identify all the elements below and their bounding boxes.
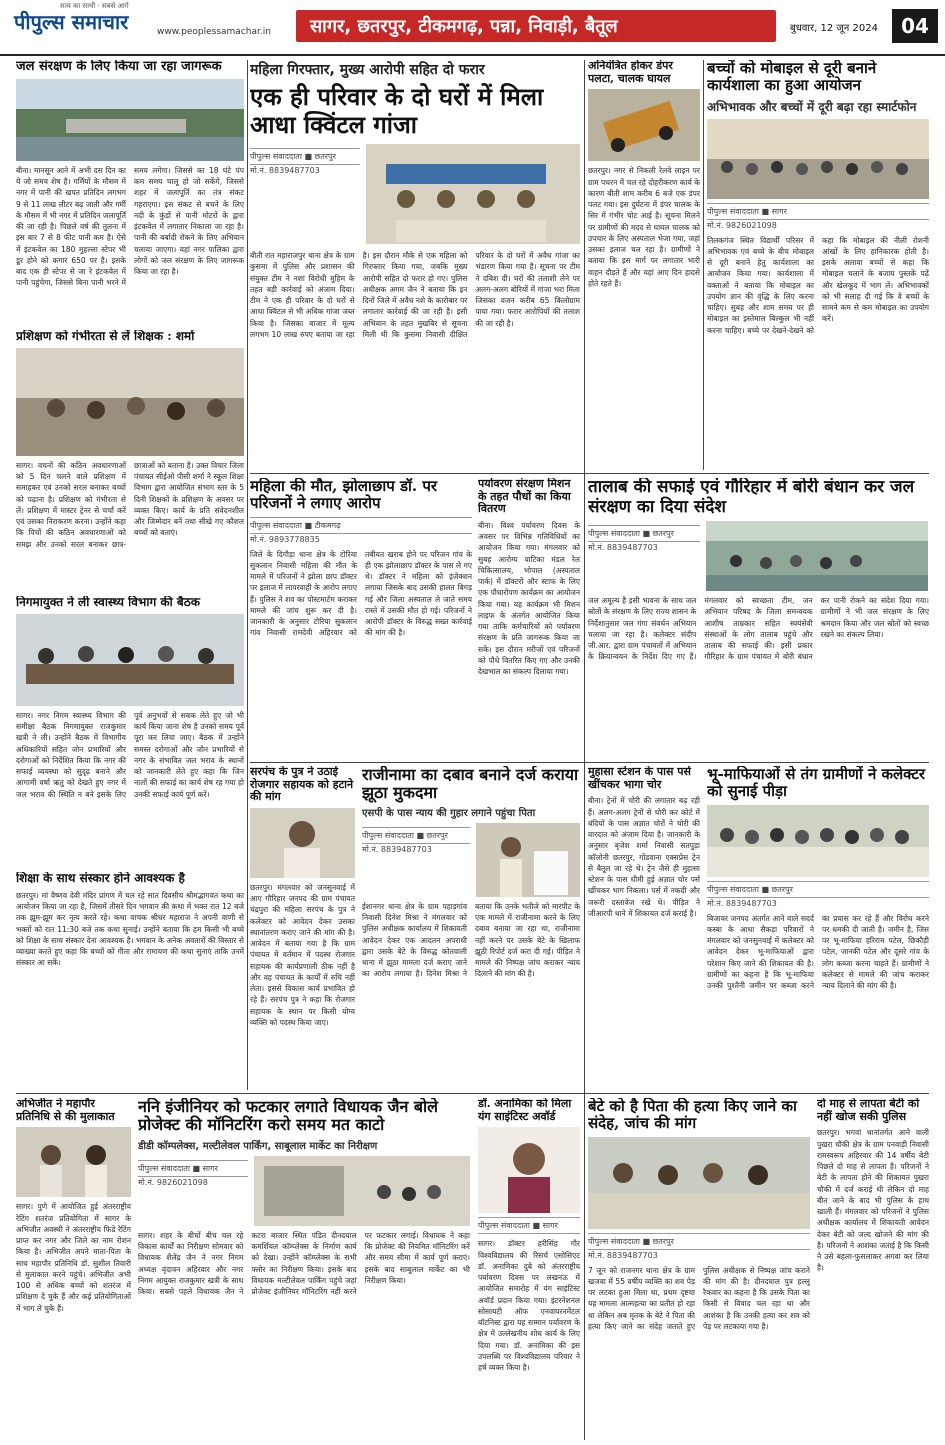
byline: पीपुल्स संवाददाता ■ छतरपुर — [588, 525, 700, 542]
story-body: सागर। पुणे में आयोजित हुई अंतरराष्ट्रीय रेटिंग शतरंज प्रतियोगिता में सागर के अभिजीत अवस्थी ने अंतरराष्ट्रीय फिडे रेटिंग प्राप्त कर नगर और जिले का नाम रोशन किया है। अभिजीत अपने माता-पिता के साथ महापौर प्रतिनिधि डॉ. सुशील तिवारी से मुलाकात करने पहुंचे। अभिजीत अभी 100 से अधिक बच्चों को शतरंज में प्रशिक्षण दे चुके हैं और कई प्रतियोगिताओं में भाग ले चुके हैं। — [16, 1202, 131, 1313]
byline-phone: मो.नं. 8839487703 — [707, 898, 777, 908]
story-body: बीना। ट्रेनों में चोरी की लगातार बढ़ रही हैं। अलग-अलग ट्रेनों से चोरी कर कोर्ट में बंदियों के पास अज्ञात चोरों ने चोरी की वारदात को अंजाम दिया है। जानकारी के अनुसार बृजेश शर्मा निवासी सतपुड़ा कॉलोनी छतरपुर, गोंडवाना एक्सप्रेस ट्रेन से बैतूल जा रहे थे। ट्रेन जैसे ही मुहासा स्टेशन के पास धीमी हुई अज्ञात चोर पर्स खींचकर भाग निकला। पर्स में नकदी और जरूरी दस्तावेज रखे थे। पीड़ित ने जीआरपी थाने में शिकायत दर्ज कराई है। — [588, 796, 700, 918]
story-body: बिजावर जनपद अंतर्गत आने वाले सदर्द कस्बा के आधा सैकड़ा परिवारों ने मंगलवार को जनसुनवाई में कलेक्टर को आवेदन देकर भू-माफियाओं द्वारा परेशान किए जाने की शिकायत की है। ग्रामीणों का कहना है कि भू-माफिया उनकी पुश्तैनी जमीन पर कब्जा करने का प्रयास कर रहे हैं और विरोध करने पर धमकी दी जाती है। जमीन है, जिस पर भू-माफिया हरिराम पटेल, छिकौड़ी पटेल, जानकी पटेल और दूसरे गांव के लोग कब्जा करना चाहते हैं। ग्रामीणों ने कलेक्टर से मामले की जांच कराकर न्याय दिलाने की मांग की है। — [707, 913, 929, 990]
story-ganja-seizure — [250, 60, 580, 470]
story-body: सागर। शहर के बीचों बीच चल रहे विकास कार्यों का निरीक्षण सोमवार को विधायक शैलेंद्र जैन ने नगर निगम अध्यक्ष वृंदावन अहिरवार और नगर निगम आयुक्त राजकुमार खत्री के साथ किया। सबसे पहले विधायक जैन ने कटरा बाजार स्थित पंडित दीनदयाल कमर्शियल कॉम्प्लेक्स के निर्माण कार्य को देखा। उन्होंने कॉम्प्लेक्स के सभी फ्लोर का निरीक्षण किया। इसके बाद विधायक मल्टीलेवल पार्किंग पहुंचे जहां प्रोजेक्ट इंजीनियर मॉनिटरिंग नहीं करने पर फटकार लगाई। विधायक ने कहा कि प्रोजेक्ट की नियमित मॉनिटरिंग करें और समय सीमा में कार्य पूर्ण कराएं। इसके बाद साबूलाल मार्केट का भी निरीक्षण किया। — [138, 1230, 470, 1297]
row-rule — [250, 473, 929, 474]
photo-complainant-father — [476, 823, 580, 897]
story-body: जल अमूल्य है इसी भावना के साथ जल स्रोतों के संरक्षण के लिए राज्य शासन के निर्देशानुसार जल गंगा संवर्धन अभियान चलाया जा रहा है। कलेक्टर संदीप जी.आर. द्वारा ग्राम पंचायतों में अभियान के क्रियान्वयन के निर्देश दिए गए हैं। मंगलवार को स्वच्छता टीम, जन अभियान परिषद के जिला समन्वयक आशीष ताम्रकार सहित स्वयंसेवी संस्थाओं के लोग तालाब पहुंचे और तालाब की सफाई की। इसी प्रकार गौरिहार के ग्राम पंचायत में बोरी बंधान कर पानी रोकने का संदेश दिया गया। ग्रामीणों ने भी जल संरक्षण के लिए श्रमदान किया और जल स्रोतों को स्वच्छ रखने का संकल्प लिया। — [588, 596, 929, 662]
photo-sarpanch-son — [250, 808, 355, 878]
headline: महिला की मौत, झोलाछाप डॉ. पर परिजनों ने लगाए आरोप — [250, 478, 438, 513]
story-chess-mayor — [16, 1098, 131, 1438]
photo-pond-volunteers — [706, 521, 928, 591]
masthead — [0, 0, 945, 56]
column-rule — [247, 60, 248, 1090]
byline-phone: मो.नं. 8839487703 — [588, 543, 658, 553]
story-quack-doctor — [250, 478, 472, 760]
subheadline: एसपी के पास न्याय की गुहार लगाने पहुंचा पिता — [362, 807, 536, 819]
byline: पीपुल्स संवाददाता ■ सागर — [478, 1217, 580, 1234]
photo-overturned-dumper — [588, 89, 700, 161]
byline: पीपुल्स संवाददाता ■ सागर — [138, 1160, 248, 1177]
story-body: बीती रात महाराजपुर थाना क्षेत्र के ग्राम कुसमा में पुलिस और प्रशासन की संयुक्त टीम ने नशा विरोधी मुहिम के तहत बड़ी कार्रवाई को अंजाम दिया। टीम ने एक ही परिवार के दो घरों से आधा क्विंटल से भी अधिक गांजा जब्त किया है। जिसका बाजार में मूल्य लगभग 10 लाख रुपए बताया जा रहा है। इस दौरान मौके से एक महिला को गिरफ्तार किया गया, जबकि मुख्य आरोपी सहित दो फरार हो गए। पुलिस अधीक्षक अगम जैन ने बताया कि इन दिनों जिले में अवैध नशे के कारोबार पर लगातार कार्रवाई की जा रही है। इसी अभियान के तहत मुखबिर से सूचना मिली थी कि कुसमा निवासी दीक्षित परिवार के दो घरों में अवैध गांजा का भंडारण किया गया है। सूचना पर टीम ने दबिश दी। घरों की तलाशी लेने पर अलग-अलग बोरियों में गांजा भरा मिला जिसका वजन करीब 65 किलोग्राम पाया गया। फरार आरोपियों की तलाश की जा रही है। — [250, 251, 580, 339]
column-rule — [584, 60, 585, 1440]
story-teacher-training — [16, 330, 244, 590]
story-sarpanch-demand — [250, 766, 355, 1066]
headline: निगमायुक्त ने ली स्वास्थ्य विभाग की बैठक — [16, 596, 200, 609]
headline: सरपंच के पुत्र ने उठाई रोजगार सहायक को हटाने की मांग — [250, 766, 354, 804]
headline: डॉ. अनामिका को मिला यंग साइंटिस्ट अवॉर्ड — [478, 1098, 572, 1123]
byline: पीपुल्स संवाददाता ■ छतरपुर — [588, 1233, 810, 1250]
photo-dr-anamika — [478, 1127, 580, 1213]
byline-phone: मो.नं. 9826021098 — [707, 220, 777, 230]
kicker: महिला गिरफ्तार, मुख्य आरोपी सहित दो फरार — [250, 62, 485, 78]
story-education-culture — [16, 872, 244, 1090]
story-dumper-accident — [588, 60, 700, 470]
byline: पीपुल्स संवाददाता ■ छतरपुर — [707, 881, 929, 898]
byline-phone: मो.नं. 9893778835 — [250, 534, 320, 544]
photo-water-dam — [16, 79, 244, 161]
headline: भू-माफियाओं से तंग ग्रामीणों ने कलेक्टर को सुनाई पीड़ा — [707, 766, 926, 801]
story-young-scientist-award — [478, 1098, 580, 1438]
website-url[interactable]: www.peoplessamachar.in — [157, 27, 271, 37]
row-rule — [16, 1093, 929, 1094]
byline: पीपुल्स संवाददाता ■ छतरपुर — [250, 148, 360, 165]
story-body: ईशानगर थाना क्षेत्र के ग्राम पहाड़गांव निवासी दिनेश मिश्रा ने मंगलवार को पुलिस अधीक्षक कार्यालय में शिकायती आवेदन देकर एक आदतन अपराधी द्वारा उसके बेटे के विरुद्ध कोतवाली थाना में झूठा मामला दर्ज कराए जाने का आरोप लगाया है। दिनेश मिश्रा ने बताया कि उनके भतीजे को मारपीट के एक मामले में राजीनामा करने के लिए दबाव बनाया जा रहा था, राजीनामा नहीं करने पर उसके बेटे के खिलाफ झूठी रिपोर्ट दर्ज करा दी गई। पीड़ित ने मामले की निष्पक्ष जांच कराकर न्याय दिलाने की मांग की है। — [362, 901, 580, 979]
column-rule — [703, 60, 704, 470]
headline: बेटे को है पिता की हत्या किए जाने का संदेह, जांच की मांग — [588, 1098, 797, 1133]
headline: ननि इंजीनियर को फटकार लगाते विधायक जैन बोले प्रोजेक्ट की मॉनिटरिंग करो समय मत काटो — [138, 1098, 439, 1135]
photo-workshop-students — [707, 119, 929, 199]
byline: पीपुल्स संवाददाता ■ छतरपुर — [362, 827, 470, 844]
issue-date: बुधवार, 12 जून 2024 — [790, 23, 878, 34]
photo-villagers-collectorate — [707, 805, 929, 877]
byline-phone: मो.नं. 8839487703 — [588, 1250, 658, 1260]
photo-training-hall — [16, 348, 244, 456]
story-plant-distribution — [478, 478, 580, 760]
story-corporation-meeting — [16, 596, 244, 866]
headline: अभिजीत ने महापौर प्रतिनिधि से की मुलाकात — [16, 1098, 115, 1123]
byline: पीपुल्स संवाददाता ■ सागर — [707, 203, 929, 220]
story-pond-cleaning — [588, 478, 929, 760]
byline-phone: मो.नं. 8839487703 — [250, 166, 320, 176]
headline: दो माह से लापता बेटी को नहीं खोज सकी पुलिस — [817, 1098, 920, 1123]
story-body: छतरपुर। भगवां थानांतर्गत आने वाली पुखरा चौकी क्षेत्र के ग्राम पनवाड़ी निवासी रामस्वरूप अहिरवार की 14 वर्षीय बेटी पिछले दो माह से लापता है। परिजनों ने बेटी के लापता होने की शिकायत पुखरा चौकी में दर्ज कराई थी लेकिन दो माह बीत जाने के बाद भी पुलिस के हाथ खाली हैं। मंगलवार को परिजनों ने पुलिस अधीक्षक कार्यालय में शिकायती आवेदन देकर बेटी को जल्द खोजने की मांग की है। परिजनों ने आशंका जताई है कि किसी ने उसे बहला-फुसलाकर अगवा कर लिया है। — [817, 1128, 929, 1273]
story-station-theft — [588, 766, 700, 1066]
photo-meeting-room — [16, 614, 244, 706]
story-land-mafia — [707, 766, 929, 1066]
story-body: छतरपुर। मंगलवार को जनसुनवाई में आए गौरिहार जनपद की ग्राम पंचायत चंद्रपुरा की महिला सरपंच के पुत्र ने कलेक्टर को आवेदन देकर उसका स्थानांतरण कराए जाने की मांग की है। आवेदन में बताया गया है कि ग्राम पंचायत में वर्तमान में पदस्थ रोजगार सहायक की कार्यप्रणाली ठीक नहीं है और वह पंचायत के कार्यों में रुचि नहीं लेता। इससे विकास कार्य प्रभावित हो रहे हैं। सरपंच पुत्र ने कहा कि रोजगार सहायक के स्थान पर किसी योग्य व्यक्ति को पदस्थ किया जाए। — [250, 882, 355, 1027]
headline: मुहासा स्टेशन के पास पर्स खींचकर भागा चोर — [588, 766, 691, 791]
headline: अनियंत्रित होकर डंपर पलटा, चालक घायल — [588, 60, 673, 85]
region-banner: सागर, छतरपुर, टीकमगढ़, पन्ना, निवाड़ी, बैतूल — [296, 10, 776, 42]
story-father-murder-suspicion — [588, 1098, 810, 1438]
story-body: 7 जून को राजनगर थाना क्षेत्र के ग्राम खजवा में 55 वर्षीय व्यक्ति का शव पेड़ पर लटका हुआ मिला था, प्रथम दृष्टया यह मामला आत्महत्या का प्रतीत हो रहा था लेकिन अब मृतक के बेटे ने पिता की हत्या किए जाने का संदेह जताते हुए पुलिस अधीक्षक से निष्पक्ष जांच कराने की मांग की है। दीनदयाल पुत्र हल्लू रैकवार का कहना है कि उसके पिता का किसी से विवाद चल रहा था और आशंका है कि उनकी हत्या कर शव को पेड़ पर लटकाया गया है। — [588, 1265, 810, 1331]
subheadline: डीडी कॉम्पलेक्स, मल्टीलेवल पार्किंग, साबूलाल मार्केट का निरीक्षण — [138, 1140, 378, 1152]
headline: तालाब की सफाई एवं गौरिहार में बोरी बंधान कर जल संरक्षण का दिया संदेश — [588, 478, 915, 517]
byline-phone: मो.नं. 8839487703 — [362, 844, 432, 854]
subheadline: अभिभावक और बच्चों में दूरी बढ़ा रहा स्मार्टफोन — [707, 99, 917, 114]
headline: राजीनामा का दबाव बनाने दर्ज कराया झूठा मुकदमा — [362, 766, 579, 803]
story-false-case — [362, 766, 580, 1066]
photo-construction-site — [254, 1156, 470, 1226]
story-body: सागर। डॉक्टर हरीसिंह गौर विश्वविद्यालय की रिसर्च एसोसिएट डॉ. अनामिका दुबे को अंतरराष्ट्रीय पर्यावरण दिवस पर लखनऊ में आयोजित समारोह में यंग साइंटिस्ट अवॉर्ड प्रदान किया गया। इंटरनेशनल सोसायटी ऑफ एनवायरनमेंटल बॉटनिस्ट द्वारा यह सम्मान पर्यावरण के क्षेत्र में उल्लेखनीय शोध कार्य के लिए दिया गया। डॉ. अनामिका की इस उपलब्धि पर विश्वविद्यालय परिवार ने हर्ष व्यक्त किया है। — [478, 1239, 580, 1373]
photo-mayor-meeting — [16, 1127, 131, 1197]
story-body: सागर। वचनों की कठिन अवधारणाओं को 5 दिन चलने वाले प्रशिक्षण में समाहकर एवं उनको सरल बनाकर बच्चों को पढ़ाना है। प्रशिक्षण को गंभीरता से लें। प्रशिक्षण में मास्टर ट्रेनर से चर्चा करें एवं उसका निराकरण करना। उन्होंने कहा कि पिचों की कठिन अवधारणाओं को समझ और उनको सरल बनाकर छात्र-छात्राओं को बताना है। उक्त विचार जिला पंचायत सीईओ पीसी शर्मा ने स्कूल शिक्षा विभाग द्वारा आयोजित संभाग स्तर के 5 दिनी शिक्षकों के प्रशिक्षण के अवसर पर व्यक्त किए। कार्य के प्रति संवेदनशील और जिम्मेदार बनें तथा सीखे गए कौशल बच्चों को बताएं। — [16, 460, 244, 549]
byline: पीपुल्स संवाददाता ■ टीकमगढ़ — [250, 517, 472, 534]
story-body: बीना। विश्व पर्यावरण दिवस के अवसर पर विभिन्न गतिविधियों का आयोजन किया गया। मंगलवार को सुबह आरोग्य वाटिका मंडल रेल चिकित्सालय, भोपाल (अस्पताल पार्क) में डॉक्टरों और स्टाफ के लिए एक पौधारोपण कार्यक्रम का आयोजन किया गया। यह कार्यक्रम भी मिशन लाइफ के अंतर्गत आयोजित किया गया ताकि कर्मचारियों को पर्यावरण संरक्षण के प्रति जागरूक किया जा सके। इस दौरान मरीजों एवं परिजनों को पौधे वितरित किए गए और उनकी देखभाल का संकल्प दिलाया गया। — [478, 520, 580, 677]
headline: प्रशिक्षण को गंभीरता से लें शिक्षक : शर्मा — [16, 330, 195, 343]
page-number: 04 — [892, 9, 938, 43]
story-body: सागर। नगर निगम स्वास्थ्य विभाग की समीक्षा बैठक निगमायुक्त राजकुमार खत्री ने ली। उन्होंने बैठक में विभागीय अधिकारियों सहित जोन प्रभारियों और दरोगाओं को निर्देशित किया कि नगर की सफाई व्यवस्था को सुदृढ़ बनाने और आगामी वर्षा ऋतु को देखते हुए नगर में जल भराव की स्थिति न बने इसके लिए पूर्व अनुभवों से सबक लेते हुए जो भी कार्य किया जाना शेष है उनको समय पूर्व पूरा कर लिया जाए। बैठक में उन्होंने समस्त दरोगाओं और जोन प्रभारियों से नगर के संभावित जल भराव के स्थानों को जानकारी लेते हुए कहा कि जिन नालों की सफाई का कार्य शेष रह गया हो उनकी सफाई कार्य पूर्ण करें। — [16, 710, 244, 799]
story-body: छतरपुर। मां वैष्णव देवी मंदिर प्रांगण में चल रहे सात दिवसीय श्रीमद्भागवत कथा का आयोजन किया जा रहा है, जिसमें तीसरे दिन भगवान की कथा में भक्त रात 12 बजे तक झूम-झूम कर नृत्य करते रहे। कथा वाचक श्रीधर महाराज ने अपनी वाणी से भक्तों को रात 11:30 बजे तक कथा सुनाई। उन्होंने बताया कि हम किसी भी बच्चे को शिक्षा के साथ संस्कार देना आवश्यक है। भगवान के अनेक अवतारों की विस्तार से व्याख्या करते हुए कहा कि बच्चों को गीता और रामायण की कथा सुनाएं ताकि उनमें संस्कार आ सकें। — [16, 890, 244, 968]
story-water-conservation — [16, 60, 244, 325]
newspaper-logo: पीपुल्स समाचार — [14, 10, 129, 34]
brand-tagline: सत्य का साथी · सबसे आगे — [60, 2, 129, 10]
headline: शिक्षा के साथ संस्कार होने आवश्यक है — [16, 872, 185, 885]
story-mla-inspection — [138, 1098, 470, 1438]
story-mobile-workshop — [707, 60, 929, 470]
byline-phone: मो.नं. 9826021098 — [138, 1177, 208, 1187]
lead-headline: एक ही परिवार के दो घरों में मिला आधा क्विंटल गांजा — [250, 82, 544, 139]
story-body: तिलकगंज स्थित विद्यार्थी परिसर में अभिभावक एवं बच्चे के बीच मोबाइल से दूरी बनाने हेतु कार्यशाला का आयोजन किया गया। कार्यशाला में वक्ताओं ने बताया कि मोबाइल का उपयोग ज्ञान की वृद्धि के लिए करना चाहिए। सुबह और शाम समय पर ही मोबाइल का इस्तेमाल बिल्कुल भी नहीं करना चाहिए। बच्चे पर देखने-देखने को कहा कि मोबाइल की नीली रोशनी आंखों के लिए हानिकारक होती है। इसके अलावा बच्चों से कहा कि मोबाइल चलाने के बजाय पुस्तकें पढ़ें और खेलकूद में भाग लें। अभिभावकों को भी सलाह दी गई कि वे बच्चों के सामने कम से कम मोबाइल का उपयोग करें। — [707, 235, 929, 335]
story-body: जिले के दिगौड़ा थाना क्षेत्र के टोरिया सुकलान निवासी महिला की मौत के मामले में परिजनों ने झोला छाप डॉक्टर पर इलाज में लापरवाही के आरोप लगाए हैं। पुलिस ने शव का पोस्टमार्टम कराकर मामले की जांच शुरू कर दी है। जानकारी के अनुसार टोरिया सुकलान गांव निवासी रामदेवी अहिरवार को तबीयत खराब होने पर परिजन गांव के ही एक झोलाछाप डॉक्टर के पास ले गए थे। डॉक्टर ने महिला को इंजेक्शन लगाया जिसके बाद उसकी हालत बिगड़ गई और जिला अस्पताल ले जाते समय रास्ते में उसकी मौत हो गई। परिजनों ने आरोपी डॉक्टर के विरुद्ध सख्त कार्रवाई की मांग की है। — [250, 549, 472, 638]
headline: बच्चों को मोबाइल से दूरी बनाने कार्यशाला का हुआ आयोजन — [707, 60, 877, 95]
photo-police-seizure — [366, 144, 580, 244]
headline: पर्यावरण संरक्षण मिशन के तहत पौधों का किया वितरण — [478, 478, 571, 516]
photo-family-members — [588, 1137, 810, 1229]
headline: जल संरक्षण के लिए किया जा रहा जागरूक — [16, 60, 222, 74]
row-rule — [250, 762, 929, 763]
story-body: बीना। मानसून आने में अभी दस दिन का ये जो समय शेष है। गर्मियों के मौसम में नगर में पानी की खपत प्रतिदिन लगभग 9 से 11 लाख लीटर बढ़ जाती और गर्मी के मौसम में भी नगर में प्रतिदिन जलापूर्ति की जा रही है। पिछले वर्ष की तुलना में इस बार 7 से 8 फीट पानी कम है। ऐसे में इंटकवेल का 180 मुहल्ला स्टेपर भी डूर होने को कगार 650 पर है। इसके बाद एक ही स्टेपर से जा रे इंटकवेल में पानी पहुंचेगा, जिससे बिना पानी भरने में समय लगेगा। जिससे का 18 घंटे पंप कम समय चालू हो जो सकेंगे, जिससे शहर में जलापूर्ति का तंत्र संकट गहराएगा। इस संकट से बचने के लिए नदी के कुंडों से पानी मोटरों के द्वारा इंटकवेल में लगातार निकाला जा रहा है। पानी की बर्बादी रोकने के लिए अभियान चलाया जाएगा। यहां नगर पालिका द्वारा लोगों को जल संरक्षण के लिए जागरूक किया जा रहा है। — [16, 165, 244, 288]
story-missing-daughter — [817, 1098, 929, 1438]
story-body: छतरपुर। नगर से निकली रेलवे लाइन पर ग्राम पचरन में चल रहे दोहरीकरण कार्य के कारण बीती शाम करीब 6 बजे एक डंपर पलट गया। इस दुर्घटना में डंपर चालक के सिर में गंभीर चोट आई है। सूचना मिलने पर ग्रामीणों की मदद से घायल चालक को उपचार के लिए अस्पताल भेजा गया, जहां उसका इलाज चल रहा है। ग्रामीणों ने बताया कि इस मार्ग पर लगातार भारी वाहन दौड़ते हैं और यहां आए दिन हादसे होते रहते हैं। — [588, 166, 700, 288]
